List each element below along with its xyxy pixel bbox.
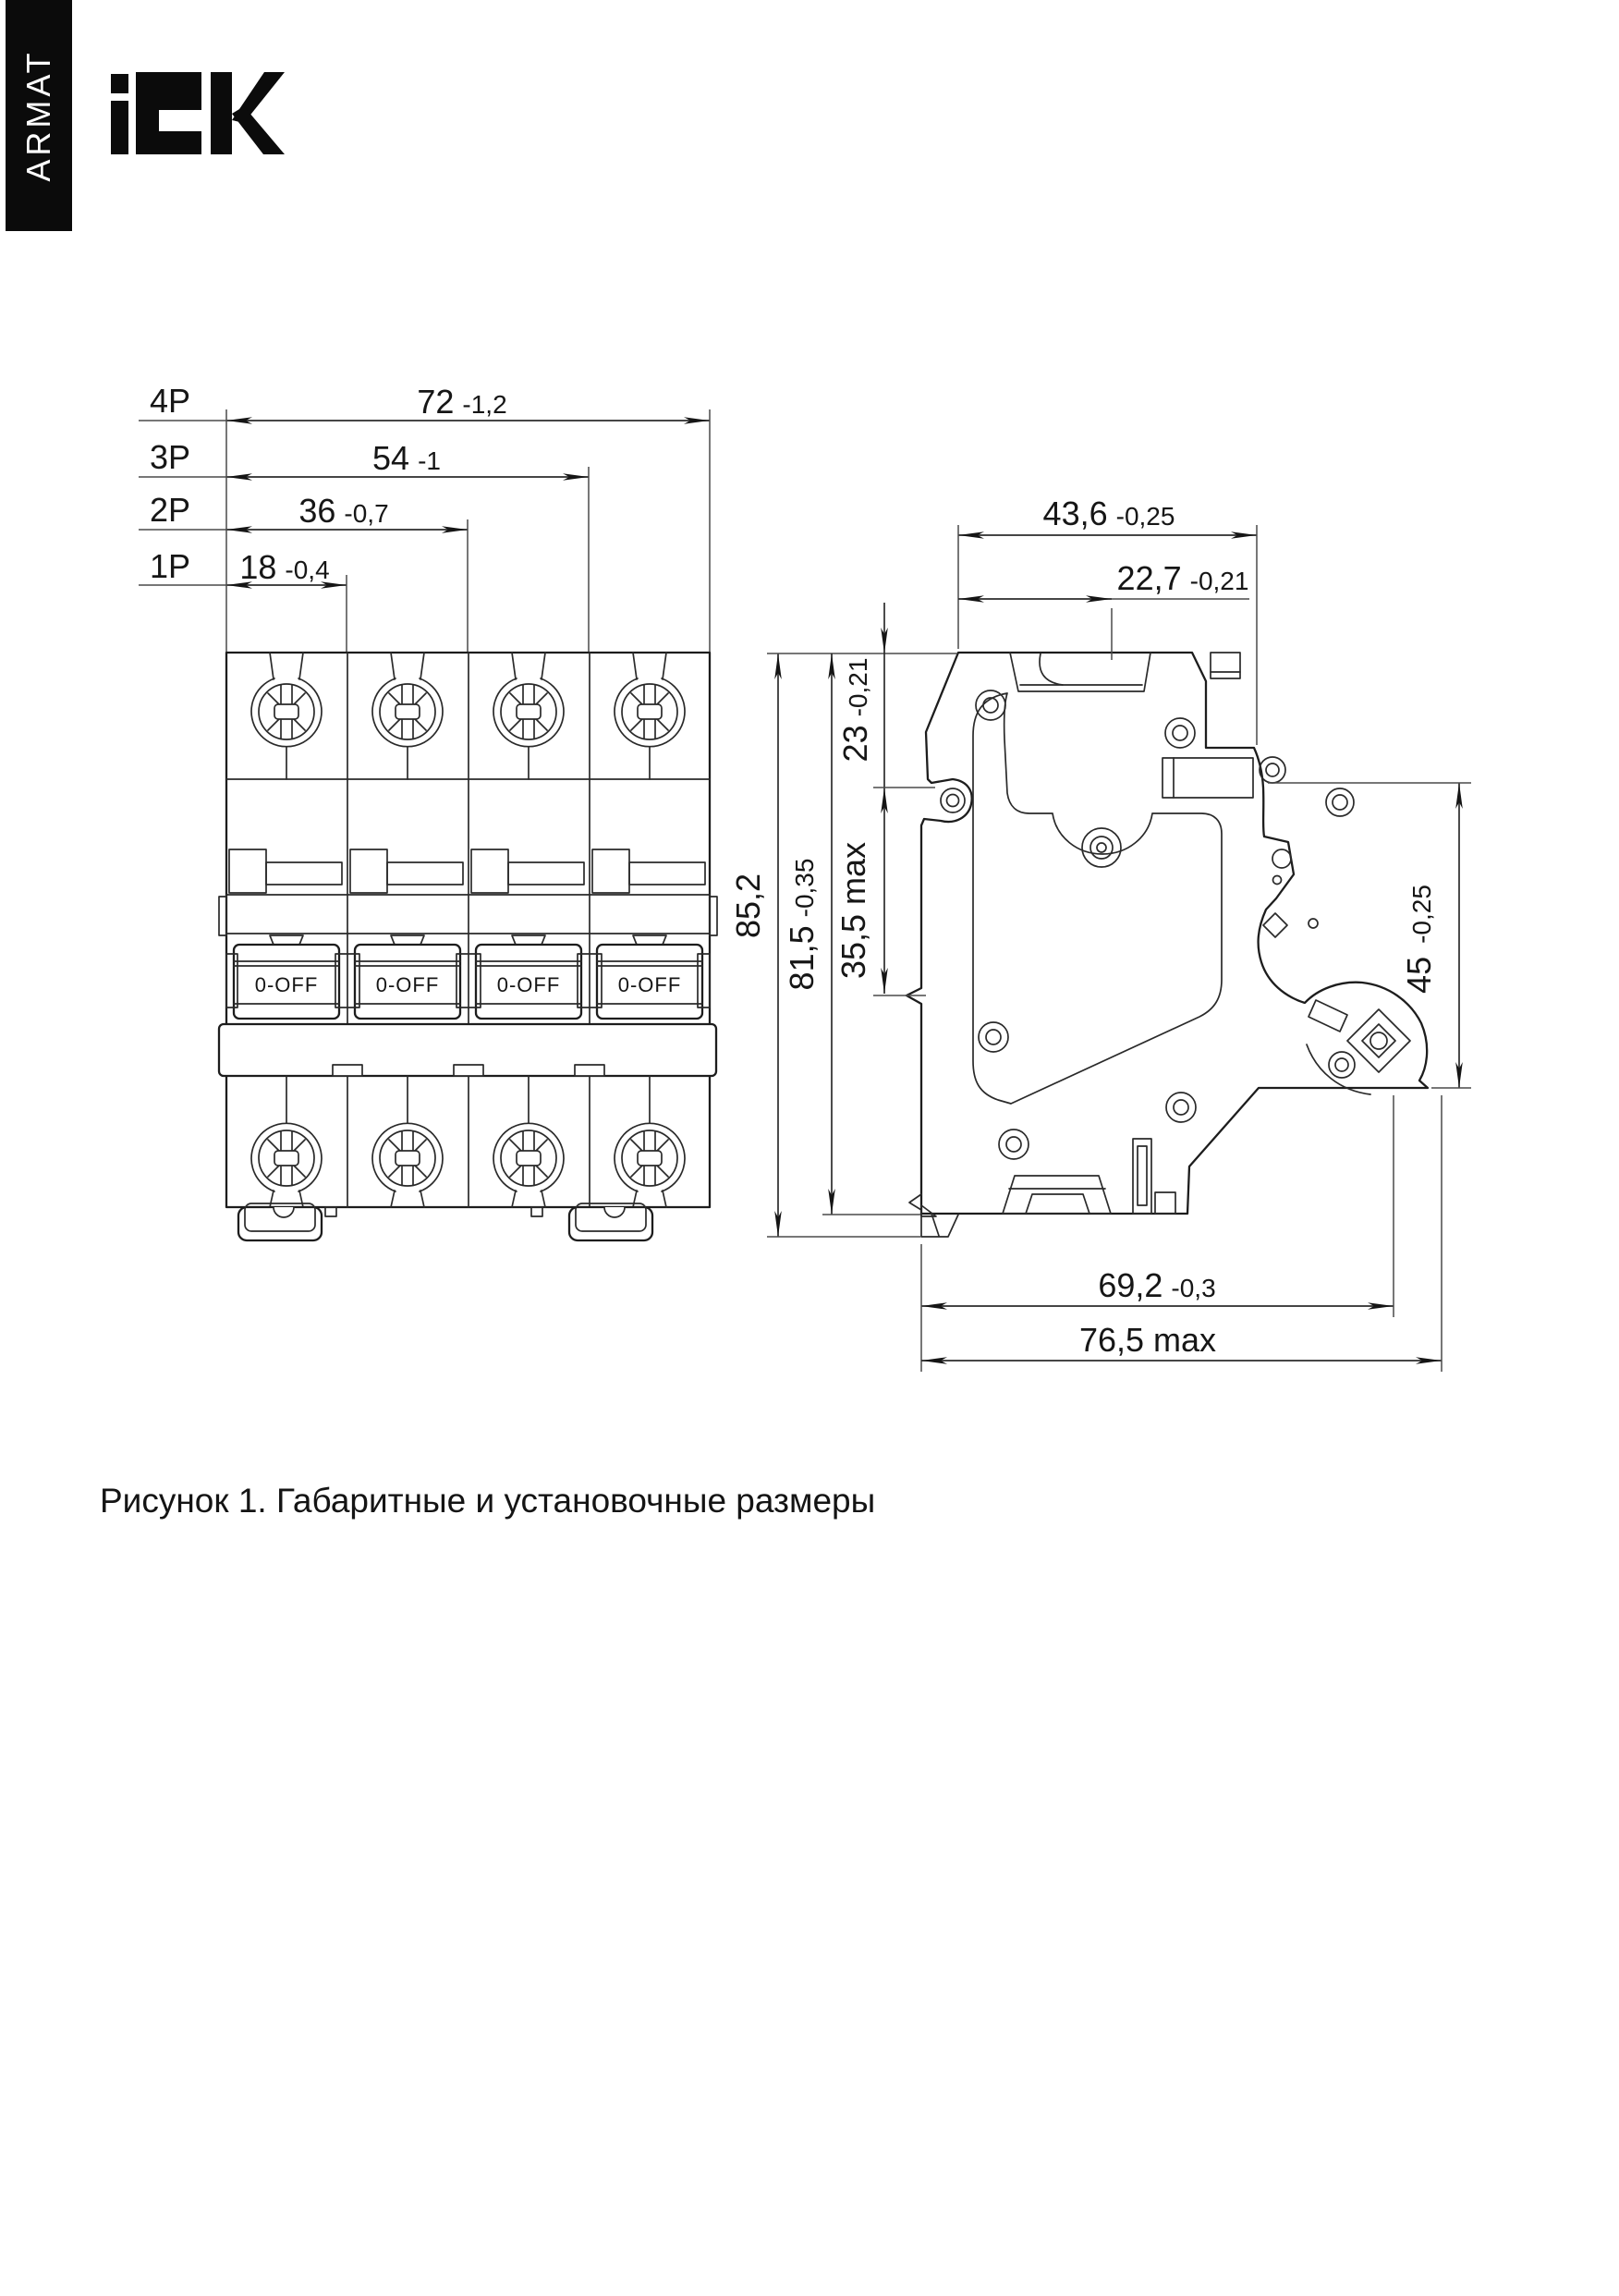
- side-view: [907, 653, 1428, 1237]
- dim-height-total: 85,2: [729, 873, 767, 939]
- dim-depth-max: 76,5 max: [1078, 1321, 1217, 1359]
- mounting-foot: [569, 1203, 652, 1240]
- front-view-dimensions: [139, 382, 710, 653]
- toggle-handle: [597, 945, 702, 1019]
- dim-clip-travel: 35,5 max: [834, 841, 872, 980]
- pole-label-1p: 1P: [150, 547, 191, 585]
- terminal-screw: [251, 653, 322, 779]
- handle-label: 0-OFF: [254, 973, 319, 996]
- side-terminal-screw: [1307, 1000, 1410, 1094]
- dim-width-4p: 72 -1,2: [417, 383, 507, 421]
- series-label: ARMAT: [19, 49, 57, 182]
- figure-caption: Рисунок 1. Габаритные и установочные размеры: [100, 1482, 876, 1520]
- dim-depth: 69,2 -0,3: [1098, 1266, 1216, 1304]
- dim-height-body: 81,5-0,35: [783, 858, 821, 991]
- pole-label-4p: 4P: [150, 382, 191, 420]
- terminal-screw: [372, 1076, 443, 1207]
- dim-width-top: 43,6 -0,25: [1042, 495, 1175, 532]
- pole-label-2p: 2P: [150, 491, 191, 529]
- toggle-bases: [229, 849, 705, 893]
- bottom-details: [1003, 1139, 1175, 1214]
- dim-front-height: 45-0,25: [1400, 885, 1438, 994]
- terminal-screw: [493, 1076, 564, 1207]
- terminal-screw: [615, 653, 685, 779]
- side-profile: [907, 653, 1428, 1214]
- mounting-foot: [238, 1203, 322, 1240]
- front-view: [219, 653, 717, 1240]
- dim-din-notch: 23-0,21: [836, 657, 874, 763]
- dim-width-2p: 36 -0,7: [298, 492, 389, 530]
- internal-cavity: [973, 693, 1222, 1104]
- terminal-screw: [372, 653, 443, 779]
- dim-width-3p: 54 -1: [372, 439, 441, 477]
- dim-width-handle: 22,7 -0,21: [1116, 559, 1249, 597]
- toggle-handle: [355, 945, 460, 1019]
- handle-tie-bar: [219, 1024, 716, 1076]
- pole-label-3p: 3P: [150, 438, 191, 476]
- mounting-feet: [238, 1203, 652, 1240]
- toggle-recess: [1010, 653, 1150, 691]
- din-clip: [909, 1194, 958, 1237]
- toggle-handle: [234, 945, 339, 1019]
- handle-label: 0-OFF: [375, 973, 440, 996]
- terminal-screw: [493, 653, 564, 779]
- handle-label: 0-OFF: [496, 973, 561, 996]
- toggle-handle: [476, 945, 581, 1019]
- terminal-screw: [615, 1076, 685, 1207]
- terminal-screw: [251, 1076, 322, 1207]
- handle-label: 0-OFF: [617, 973, 682, 996]
- dim-width-1p: 18 -0,4: [239, 548, 330, 586]
- side-view-dimensions: [729, 495, 1471, 1372]
